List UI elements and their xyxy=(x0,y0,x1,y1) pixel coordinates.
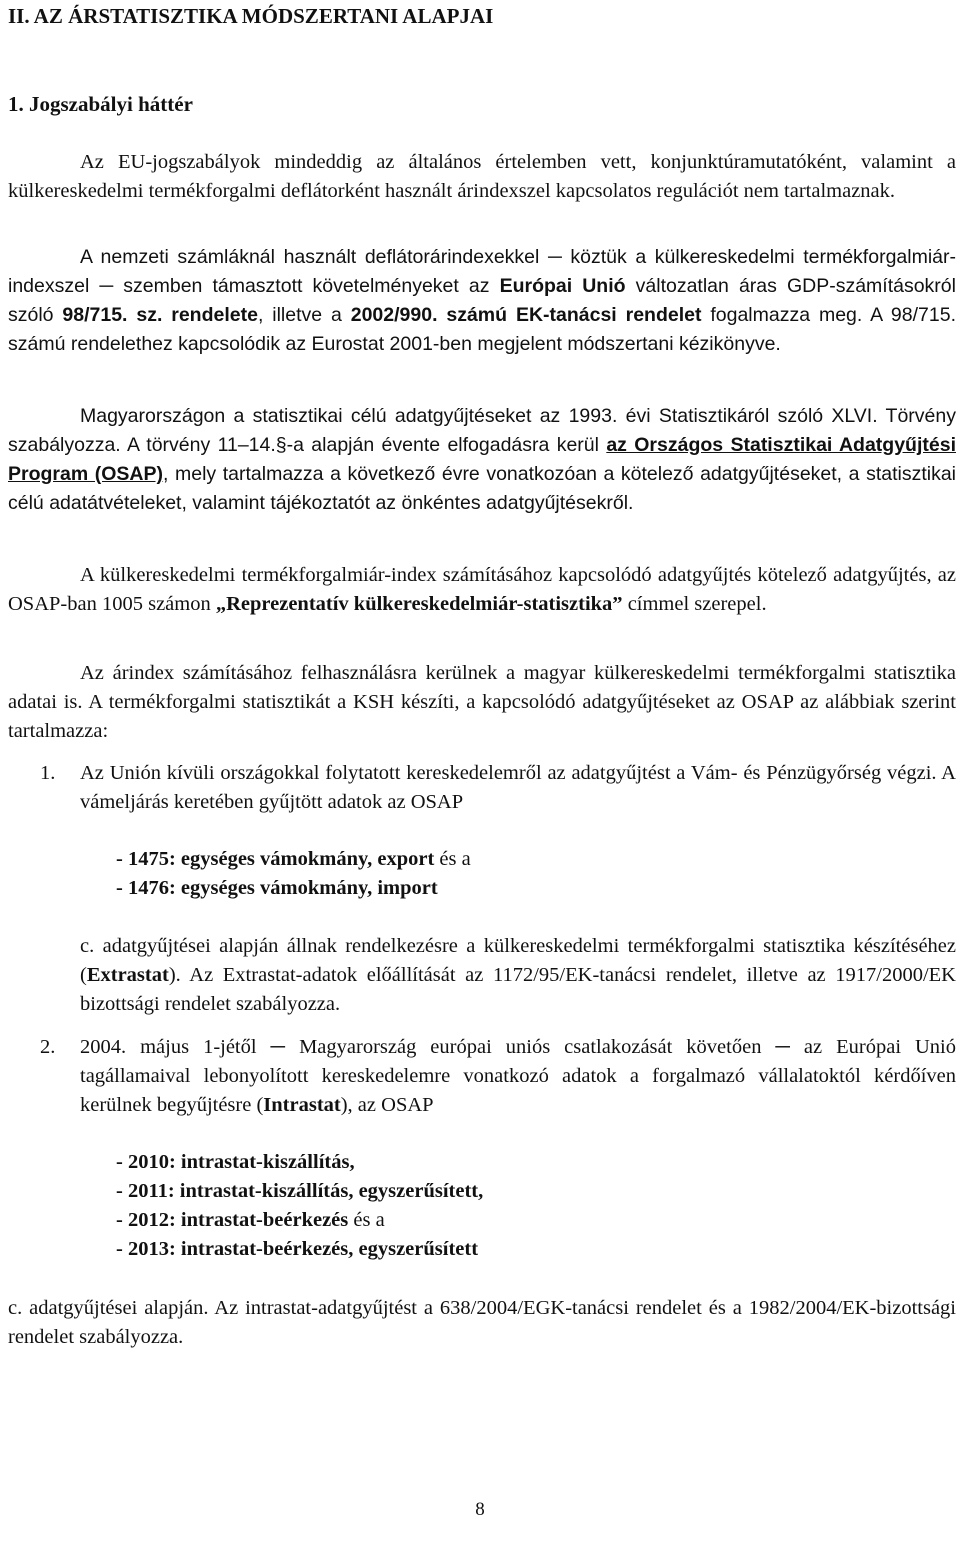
survey-item xyxy=(116,1235,478,1264)
paragraph-intrastat-regulation: c. adatgyűjtései alapján. Az intrastat-adatgyűjtést a 638/2004/EGK-tanácsi rendelet és a 1982/2004/EK-bizottsági rendelet szabályozza. xyxy=(8,1297,956,1348)
osap-reference: az Országos Statisztikai Adatgyűjtési Program (OSAP) xyxy=(8,434,956,485)
list-item-extra-eu: Az Unión kívüli országokkal folytatott kereskedelemről az adatgyűjtést a Vám- és Pénzügyőrség végzi. A vámeljárás keretében gyűjtött adatok az OSAP xyxy=(80,762,956,813)
list-number: 1. xyxy=(40,762,56,784)
survey-code: - 2011: intrastat-kiszállítás, egyszerűsített, xyxy=(116,1180,484,1202)
survey-code: - 1476: egységes vámokmány, import xyxy=(116,877,438,899)
survey-item xyxy=(116,1206,385,1235)
paragraph-price-index-survey xyxy=(8,561,956,619)
survey-code: - 1475: egységes vámokmány, export xyxy=(116,848,435,870)
text-run: és a xyxy=(348,1209,385,1231)
text-run: Magyarországon a statisztikai célú adatgyűjtéseket az 1993. évi Statisztikáról szóló XLVI. Törvény szabályozza. A törvény 11–14.§-a alapján évente elfogadásra kerül xyxy=(8,405,956,456)
survey-item xyxy=(116,874,438,903)
text-run: változatlan áras GDP-számításokról szóló xyxy=(8,275,956,326)
survey-item xyxy=(116,1148,355,1177)
bold-run: Extrastat xyxy=(86,964,169,986)
text-run: címmel szerepel. xyxy=(622,593,767,615)
paragraph-national-accounts xyxy=(8,243,956,359)
text-run: és a xyxy=(434,848,471,870)
paragraph-eu-regulation: Az EU-jogszabályok mindeddig az általános értelemben vett, konjunktúramutatóként, valamint a külkereskedelmi termékforgalmi deflátorként használt árindexszel kapcsolatos regulációt nem tartalmaznak. xyxy=(8,151,956,202)
list-number: 2. xyxy=(40,1036,56,1058)
text-run: , mely tartalmazza a következő évre vonatkozóan a kötelező adatgyűjtéseket, a statisztikai célú adatátvételeket, valamint tájékoztatót az önkéntes adatgyűjtésekről. xyxy=(8,463,957,514)
survey-code: - 2010: intrastat-kiszállítás, xyxy=(116,1151,355,1173)
text-run: c. adatgyűjtései alapján állnak rendelkezésre a külkereskedelmi termékforgalmi statisztika készítéséhez ( xyxy=(80,935,956,986)
bold-run: 2002/990. számú EK-tanácsi rendelet xyxy=(350,304,702,326)
chapter-title: II. AZ ÁRSTATISZTIKA MÓDSZERTANI ALAPJAI xyxy=(8,4,494,28)
section-title: 1. Jogszabályi háttér xyxy=(8,92,193,116)
text-run: A külkereskedelmi termékforgalmiár-index számításához kapcsolódó adatgyűjtés kötelező adatgyűjtés, az OSAP-ban 1005 számon xyxy=(8,564,956,615)
text-run: fogalmazza meg. A 98/715. számú rendelethez kapcsolódik az Eurostat 2001-ben megjelent módszertani kézikönyve. xyxy=(8,304,956,355)
text-run: ). Az Extrastat-adatok előállítását az 1172/95/EK-tanácsi rendelet, illetve az 1917/2000/EK bizottsági rendelet szabályozza. xyxy=(80,964,956,1015)
paragraph-extrastat xyxy=(80,932,956,1019)
survey-item xyxy=(116,845,471,874)
page-number: 8 xyxy=(475,1499,485,1520)
text-run: A nemzeti számláknál használt deflátorárindexekkel ─ köztük a külkereskedelmi termékforgalmiár-indexszel ─ szemben támasztott követelményeket az xyxy=(8,246,956,297)
survey-code: - 2012: intrastat-beérkezés xyxy=(116,1209,349,1231)
text-run: , illetve a xyxy=(257,304,351,326)
text-run: 2004. május 1-jétől ─ Magyarország európai uniós csatlakozását követően ─ az Európai Unió tagállamaival lebonyolított kereskedelemre vonatkozó adatok a forgalmazó vállalatoktól kérdőíven kerülnek begyűjtésre ( xyxy=(80,1036,956,1116)
paragraph-statistics-law xyxy=(8,402,956,518)
list-item-intra-eu xyxy=(80,1033,956,1120)
paragraph-trade-statistics: Az árindex számításához felhasználásra kerülnek a magyar külkereskedelmi termékforgalmi statisztika adatai is. A termékforgalmi statisztikát a KSH készíti, a kapcsolódó adatgyűjtéseket az OSAP az alábbiak szerint tartalmazza: xyxy=(8,662,956,742)
bold-run: Európai Unió xyxy=(499,275,626,297)
bold-run: 98/715. sz. rendelete xyxy=(62,304,258,326)
survey-title: „Reprezentatív külkereskedelmiár-statisztika” xyxy=(215,593,623,615)
bold-run: Intrastat xyxy=(263,1094,341,1116)
survey-code: - 2013: intrastat-beérkezés, egyszerűsített xyxy=(116,1238,479,1260)
survey-item xyxy=(116,1177,483,1206)
text-run: ), az OSAP xyxy=(340,1094,434,1116)
